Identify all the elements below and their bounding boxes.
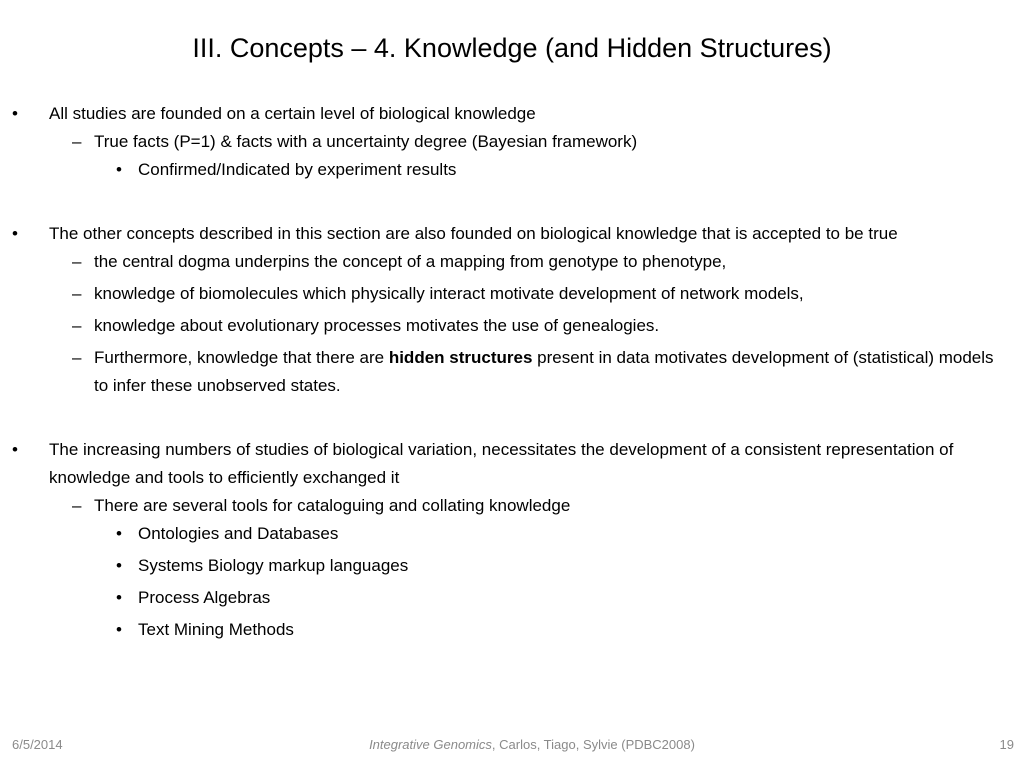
dash-marker: –: [72, 252, 82, 271]
footer-source-authors: , Carlos, Tiago, Sylvie (PDBC2008): [491, 737, 695, 752]
dash-marker: –: [72, 496, 82, 515]
subsubbullet-sbml: [0, 552, 1024, 580]
footer-date: 6/5/2014: [12, 737, 63, 752]
bullet-knowledge-level: [0, 100, 1024, 128]
subbullet-true-facts: [0, 128, 1024, 156]
bullet-marker: •: [116, 524, 122, 543]
subsubbullet-text: Systems Biology markup languages: [138, 556, 409, 575]
subsubbullet-text: Ontologies and Databases: [138, 524, 339, 543]
bullet-marker: •: [116, 160, 122, 179]
subsubbullet-text-mining: [0, 616, 1024, 644]
subbullet-hidden-structures: [0, 344, 1024, 400]
subbullet-text: True facts (P=1) & facts with a uncertainty degree (Bayesian framework): [94, 132, 638, 151]
bullet-other-concepts: [0, 220, 1024, 248]
bullet-marker: •: [12, 440, 18, 459]
subbullet-text: [94, 344, 1004, 400]
bullet-marker: •: [12, 224, 18, 243]
text-segment: present in data motivates development of (statistical) models to infer these unobserved states.: [94, 348, 994, 395]
subsubbullet-text: Process Algebras: [138, 588, 271, 607]
emphasis-hidden-structures: hidden structures: [388, 348, 533, 367]
spacer: [0, 184, 1024, 220]
bullet-marker: •: [116, 556, 122, 575]
bullet-marker: •: [116, 620, 122, 639]
slide-content: [0, 100, 1024, 644]
subbullet-central-dogma: [0, 248, 1024, 276]
footer-source: [0, 737, 1024, 752]
bullet-text: The other concepts described in this section are also founded on biological knowledge that is accepted to be true: [49, 224, 898, 243]
subbullet-text: There are several tools for cataloguing and collating knowledge: [94, 496, 571, 515]
footer-source-title: Integrative Genomics: [369, 737, 492, 752]
subbullet-biomolecules: [0, 280, 1024, 308]
subsubbullet-ontologies: [0, 520, 1024, 548]
subsubbullet-text: Text Mining Methods: [138, 620, 294, 639]
dash-marker: –: [72, 348, 82, 367]
bullet-text: The increasing numbers of studies of biological variation, necessitates the development of a consistent representation of knowledge and tools to efficiently exchanged it: [49, 440, 954, 487]
dash-marker: –: [72, 132, 82, 151]
subbullet-text: the central dogma underpins the concept of a mapping from genotype to phenotype,: [94, 252, 727, 271]
subbullet-tools: [0, 492, 1024, 520]
spacer: [0, 400, 1024, 436]
bullet-biological-variation: [0, 436, 1024, 492]
subsubbullet-confirmed: [0, 156, 1024, 184]
bullet-marker: •: [116, 588, 122, 607]
page-number: 19: [999, 737, 1014, 752]
dash-marker: –: [72, 284, 82, 303]
subbullet-evolutionary: [0, 312, 1024, 340]
bullet-marker: •: [12, 104, 18, 123]
dash-marker: –: [72, 316, 82, 335]
text-segment: Furthermore, knowledge that there are: [94, 348, 389, 367]
subbullet-text: knowledge about evolutionary processes motivates the use of genealogies.: [94, 316, 660, 335]
slide-title: III. Concepts – 4. Knowledge (and Hidden Structures): [192, 33, 832, 63]
subbullet-text: knowledge of biomolecules which physically interact motivate development of network models,: [94, 284, 804, 303]
subsubbullet-text: Confirmed/Indicated by experiment results: [138, 160, 457, 179]
bullet-text: All studies are founded on a certain level of biological knowledge: [49, 104, 536, 123]
subsubbullet-process-algebras: [0, 584, 1024, 612]
